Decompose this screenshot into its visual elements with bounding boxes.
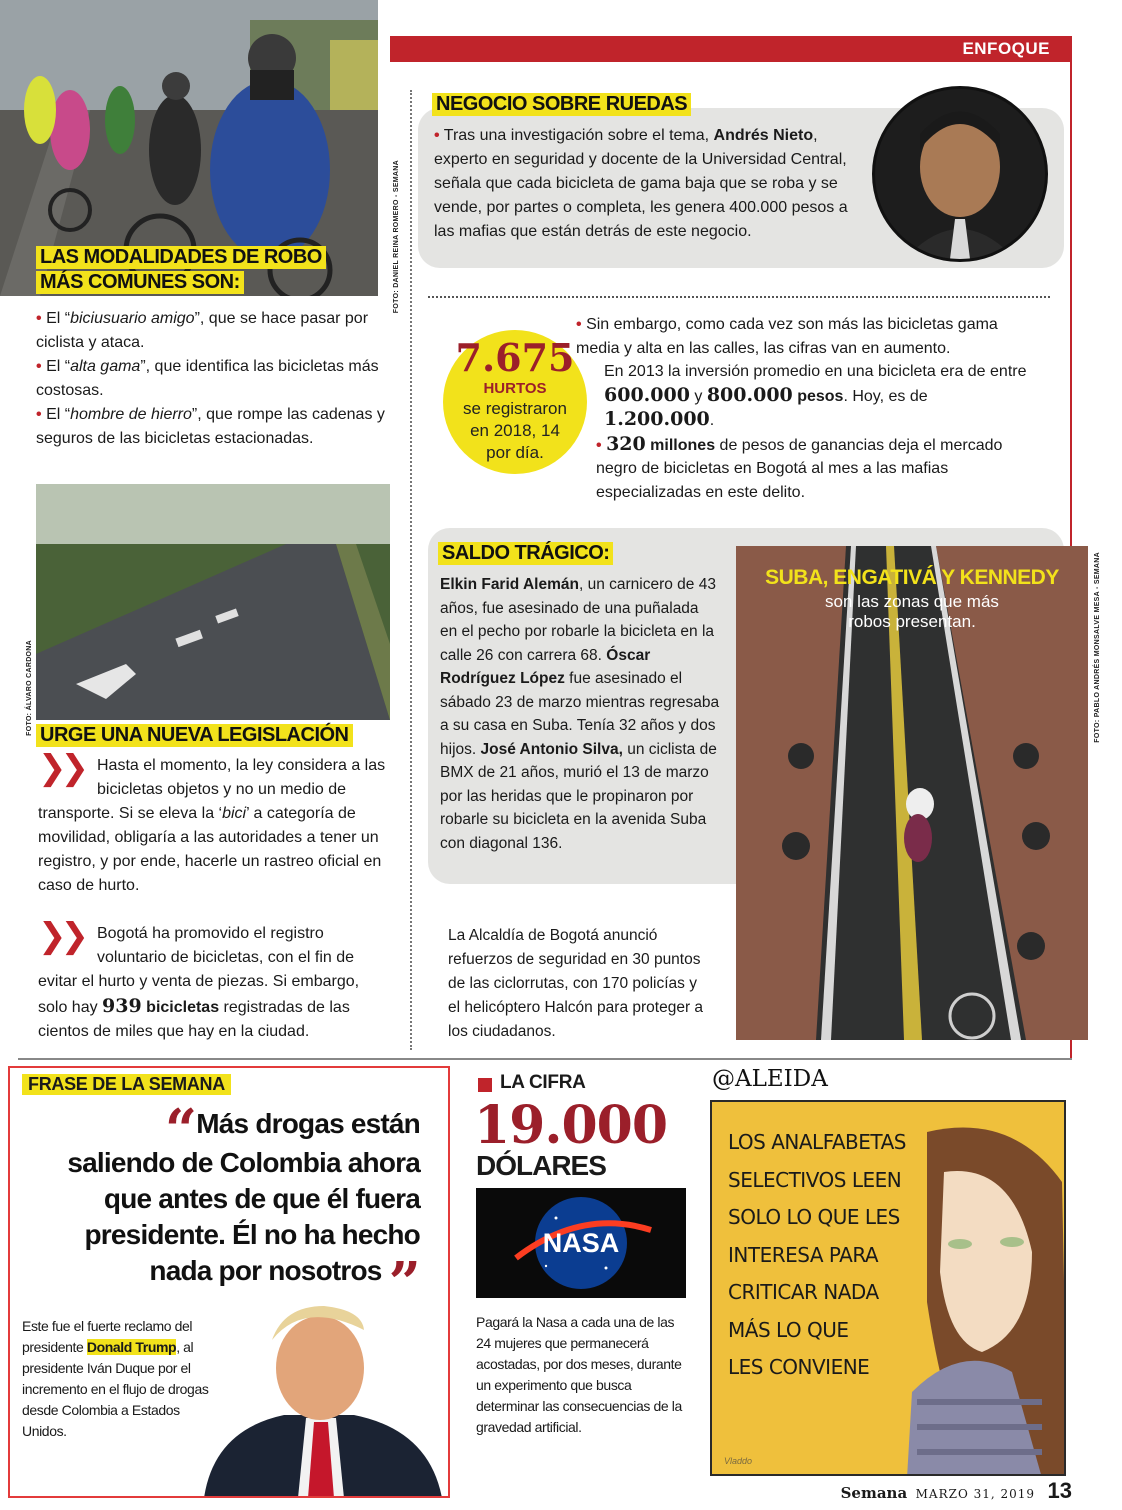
andres-nieto-portrait xyxy=(872,86,1048,262)
frase-label: FRASE DE LA SEMANA xyxy=(22,1074,231,1095)
aleida-cartoon xyxy=(710,1100,1066,1476)
legislacion-paragraph-2: ❯❯ Bogotá ha promovido el registro voluntario de bicicletas, con el fin de evitar el hurto y venta de piezas. Si embargo, solo hay 939 bicicletas registradas de las cientos de miles que hay en la ciudad. xyxy=(38,916,360,1040)
nasa-logo-icon xyxy=(476,1188,686,1298)
aleida-handle: @ALEIDA xyxy=(712,1066,828,1092)
zonas-title: SUBA, ENGATIVÁ Y KENNEDY xyxy=(765,566,1059,589)
modalidades-list xyxy=(36,307,406,451)
modalidades-title-line2: MÁS COMUNES SON: xyxy=(36,271,244,294)
list-item: • El “hombre de hierro”, que rompe las cadenas y seguros de las bicicletas estacionadas. xyxy=(36,406,385,447)
cifra-unit: DÓLARES xyxy=(476,1150,606,1181)
aleida-caption: LOS ANALFABETAS SELECTIVOS LEEN SOLO LO QUE LES INTERESA PARA CRITICAR NADA MÁS LO QUE LES CONVIENE xyxy=(728,1130,906,1379)
section-label: ENFOQUE xyxy=(962,39,1050,58)
page-number: 13 xyxy=(1047,1478,1072,1503)
hurtos-caption: se registraron en 2018, 14 por día. xyxy=(463,399,567,462)
modalidades-title-line1: LAS MODALIDADES DE ROBO xyxy=(36,246,326,269)
hurtos-paragraph-2: En 2013 la inversión promedio en una bicicleta era de entre 600.000 y 800.000 pesos. Hoy, es de 1.200.000. xyxy=(604,363,1027,430)
negocio-text: • Tras una investigación sobre el tema, Andrés Nieto, experto en seguridad y docente de la Universidad Central, señala que cada bicicleta de gama baja que se roba y se vende, por partes o completa, les genera 400.000 pesos a las mafias que están detrás de este negocio. xyxy=(434,127,848,240)
quote-close-icon: ” xyxy=(388,1250,420,1316)
cifra-text: Pagará la Nasa a cada una de las 24 mujeres que permanecerá acostadas, por dos meses, durante un experimento que busca determinar las consecuencias de la gravedad artificial. xyxy=(476,1314,682,1435)
quote-open-icon: “ xyxy=(164,1097,197,1163)
chevron-icon: ❯❯ xyxy=(38,916,83,956)
magazine-name: Semana xyxy=(840,1484,908,1502)
cifra-label: LA CIFRA xyxy=(500,1072,586,1093)
saldo-title: SALDO TRÁGICO: xyxy=(438,542,613,565)
negocio-title: NEGOCIO SOBRE RUEDAS xyxy=(432,93,691,116)
page-footer xyxy=(841,1478,1072,1504)
bike-lane-photo xyxy=(36,484,390,720)
frase-quote: “Más drogas están saliendo de Colombia ahora que antes de que él fuera presidente. Él no ha hecho nada por nosotros ” xyxy=(67,1097,420,1316)
legislacion-paragraph-1: ❯❯ Hasta el momento, la ley considera a las bicicletas objetos y no un medio de transporte. Si se eleva la ‘bici’ a categoría de movilidad, obligaría a las autoridades a tener un registro, y por ende, hacerle un rastreo oficial en caso de hurto. xyxy=(38,748,386,894)
cartoonist-signature: Vladdo xyxy=(724,1456,753,1466)
modalidades-title xyxy=(36,246,326,294)
cyclists-photo-credit: FOTO: DANIEL REINA ROMERO - SEMANA xyxy=(393,160,400,314)
hurtos-text xyxy=(576,313,1036,504)
hurtos-label: HURTOS xyxy=(483,380,547,397)
vertical-dotted-separator xyxy=(410,90,412,1050)
zonas-subtitle: son las zonas que más robos presentan. xyxy=(825,592,999,631)
dotted-separator xyxy=(428,296,1050,298)
chevron-icon: ❯❯ xyxy=(38,748,83,788)
list-item: • El “biciusuario amigo”, que se hace pasar por ciclista y ataca. xyxy=(36,310,369,351)
donald-trump-photo xyxy=(194,1300,448,1498)
aerial-photo-credit: FOTO: PABLO ANDRÉS MONSALVE MESA - SEMANA xyxy=(1094,552,1101,743)
saldo-text: Elkin Farid Alemán, un carnicero de 43 años, fue asesinado de una puñalada en el pecho por robarle la bicicleta en la calle 26 con carrera 68. Óscar Rodríguez López fue asesinado el sábado 23 de marzo mientras regresaba a su casa en Suba. Tenía 32 años y dos hijos. José Antonio Silva, un ciclista de BMX de 21 años, murió el 13 de marzo por las heridas que le propinaron por robarle su bicicleta en la avenida Suba con diagonal 136. xyxy=(440,576,720,852)
hurtos-number: 7.675 xyxy=(455,335,575,380)
frase-box xyxy=(8,1066,450,1498)
cifra-number: 19.000 xyxy=(474,1095,668,1156)
bike-lane-photo-credit: FOTO: ÁLVARO CARDONA xyxy=(26,640,33,736)
nasa-logo-text: NASA xyxy=(542,1228,620,1258)
issue-date: MARZO 31, 2019 xyxy=(915,1487,1036,1501)
hurtos-paragraph-1: • Sin embargo, como cada vez son más las bicicletas gama media y alta en las calles, las cifras van en aumento. xyxy=(576,316,998,357)
nasa-logo-panel xyxy=(476,1188,686,1298)
cifra-marker-icon xyxy=(478,1078,492,1092)
hurtos-paragraph-3: • 320 millones de pesos de ganancias deja el mercado negro de bicicletas en Bogotá al mes a las mafias especializadas en este delito. xyxy=(596,432,1003,501)
section-header-bar xyxy=(390,36,1072,62)
alcaldia-text: La Alcaldía de Bogotá anunció refuerzos de seguridad en 30 puntos de las ciclorrutas, con 170 policías y el helicóptero Halcón para proteger a los ciudadanos. xyxy=(448,927,704,1040)
list-item: • El “alta gama”, que identifica las bicicletas más costosas. xyxy=(36,358,379,399)
section-divider xyxy=(18,1058,1072,1060)
legislacion-title: URGE UNA NUEVA LEGISLACIÓN xyxy=(36,724,353,747)
frase-caption: Este fue el fuerte reclamo del presidente Donald Trump, al presidente Iván Duque por el incremento en el flujo de drogas desde Colombia a Estados Unidos. xyxy=(22,1318,209,1439)
